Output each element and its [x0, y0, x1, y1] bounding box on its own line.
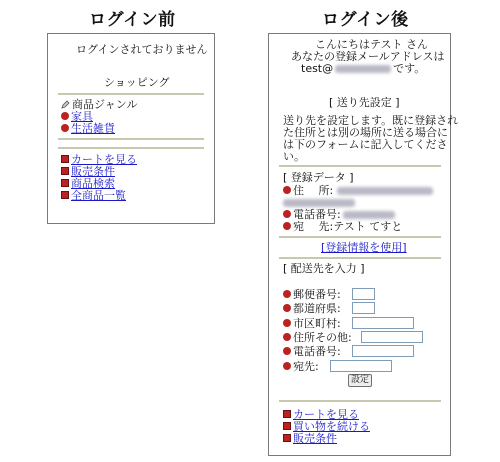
- email-blurred: [335, 65, 391, 73]
- panel-after-login: [268, 33, 459, 456]
- red-square-icon: [283, 410, 291, 418]
- genre-item-label[interactable]: 家具: [71, 110, 93, 123]
- form-label-prefecture: [283, 302, 341, 315]
- menu-label[interactable]: カートを見る: [293, 408, 359, 421]
- genre-item-label[interactable]: 生活雑貨: [71, 122, 115, 135]
- red-bullet-icon: [283, 290, 291, 298]
- email-line: [301, 62, 425, 75]
- red-square-icon: [61, 167, 69, 175]
- recipient-label: 宛 先:: [293, 220, 334, 233]
- form-label-address-other: [283, 331, 352, 344]
- shopping-heading: ショッピング: [104, 76, 170, 89]
- divider: [279, 236, 441, 238]
- pencil-icon: [61, 100, 70, 109]
- phone-blurred: [343, 211, 395, 219]
- recipient-input[interactable]: [330, 360, 392, 372]
- red-bullet-icon: [283, 319, 291, 327]
- divider: [279, 400, 441, 402]
- red-square-icon: [283, 422, 291, 430]
- prefecture-input[interactable]: [352, 302, 375, 314]
- red-bullet-icon: [61, 112, 69, 120]
- recipient-value: テスト てすと: [333, 220, 403, 233]
- caption-before: ログイン前: [89, 10, 176, 30]
- red-bullet-icon: [283, 222, 291, 230]
- login-status-text: ログインされておりません: [76, 43, 208, 56]
- use-registered-label[interactable]: [登録情報を使用]: [321, 241, 407, 254]
- red-bullet-icon: [283, 333, 291, 341]
- desc-line: た住所とは別の場所に送る場合に: [283, 126, 448, 139]
- form-label-text: 住所その他:: [293, 331, 352, 344]
- caption-after: ログイン後: [322, 10, 409, 30]
- desc-line: い。: [283, 150, 305, 163]
- registered-recipient: [283, 220, 402, 233]
- menu-label[interactable]: カートを見る: [71, 153, 137, 166]
- greeting-text: こんにちはテスト さん: [315, 38, 429, 51]
- divider: [58, 147, 204, 149]
- form-label-text: 郵便番号:: [293, 288, 341, 301]
- address-label: 住 所:: [293, 184, 334, 197]
- form-label-city: [283, 317, 341, 330]
- use-registered-link[interactable]: [321, 241, 407, 254]
- form-label-text: 宛先:: [293, 360, 319, 373]
- menu-label[interactable]: 全商品一覧: [71, 189, 126, 202]
- city-input[interactable]: [352, 317, 414, 329]
- menu-terms[interactable]: [283, 432, 337, 445]
- address-other-input[interactable]: [361, 331, 423, 343]
- red-bullet-icon: [283, 304, 291, 312]
- red-bullet-icon: [61, 124, 69, 132]
- red-bullet-icon: [283, 362, 291, 370]
- postal-code-input[interactable]: [352, 288, 375, 300]
- red-bullet-icon: [283, 186, 291, 194]
- form-label-text: 都道府県:: [293, 302, 341, 315]
- divider: [279, 165, 441, 167]
- divider: [58, 138, 204, 140]
- form-label-text: 市区町村:: [293, 317, 341, 330]
- form-label-phone: [283, 345, 341, 358]
- desc-line: 送り先を設定します。既に登録され: [283, 114, 459, 127]
- divider: [58, 93, 204, 95]
- red-bullet-icon: [283, 347, 291, 355]
- panel-before-login: [47, 33, 215, 224]
- red-bullet-icon: [283, 210, 291, 218]
- red-square-icon: [61, 155, 69, 163]
- email-user: test@: [301, 62, 334, 75]
- menu-label[interactable]: 販売条件: [71, 165, 115, 178]
- desc-line: は下のフォームに記入してくださ: [283, 138, 448, 151]
- red-square-icon: [283, 434, 291, 442]
- submit-button[interactable]: 設定: [348, 374, 372, 387]
- input-header: [ 配送先を入力 ]: [283, 262, 365, 275]
- registered-header: [ 登録データ ]: [283, 171, 354, 184]
- form-label-postal: [283, 288, 341, 301]
- address-blurred: [283, 199, 355, 207]
- form-label-recipient: [283, 360, 319, 373]
- red-square-icon: [61, 191, 69, 199]
- genre-item-goods[interactable]: [61, 122, 115, 135]
- menu-label[interactable]: 商品検索: [71, 177, 115, 190]
- menu-all-products[interactable]: [61, 189, 126, 202]
- divider: [279, 257, 441, 259]
- red-square-icon: [61, 179, 69, 187]
- form-label-text: 電話番号:: [293, 345, 341, 358]
- section-title: [ 送り先設定 ]: [329, 96, 400, 109]
- menu-label[interactable]: 買い物を続ける: [293, 420, 370, 433]
- phone-label: 電話番号:: [293, 208, 341, 221]
- email-intro-text: あなたの登録メールアドレスは: [291, 50, 445, 63]
- email-suffix: です。: [393, 62, 426, 75]
- address-blurred: [337, 187, 433, 195]
- menu-label[interactable]: 販売条件: [293, 432, 337, 445]
- genre-label-text: 商品ジャンル: [72, 98, 138, 111]
- phone-input[interactable]: [352, 345, 414, 357]
